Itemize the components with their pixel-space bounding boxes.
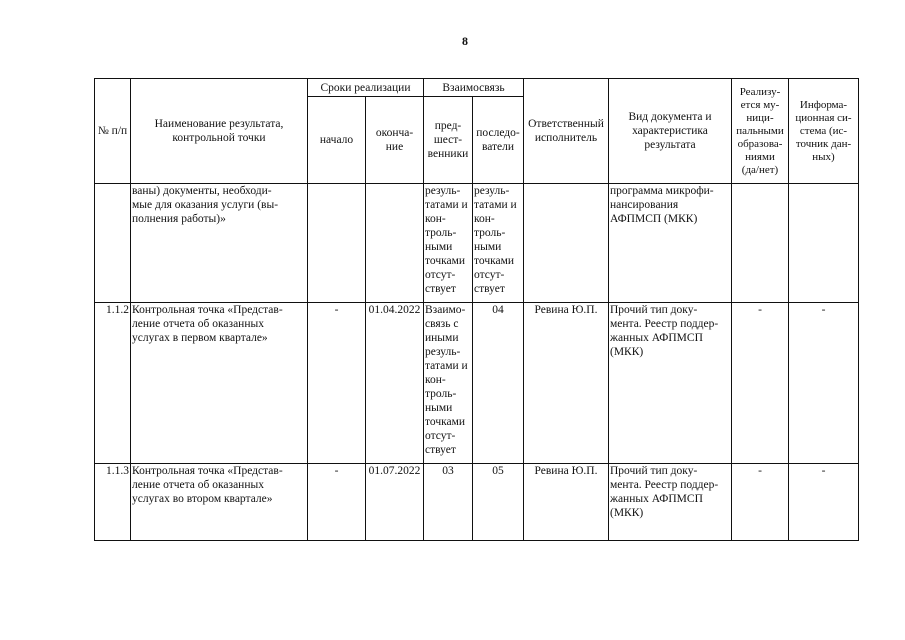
header-responsible: Ответственный исполнитель [524, 79, 609, 184]
row-realized: - [732, 464, 789, 541]
row-end: 01.07.2022 [366, 464, 424, 541]
row-name: Контрольная точка «Представ- ление отчета об оказанных услугах в первом квартале» [131, 303, 308, 464]
header-successors: последо- ватели [473, 97, 524, 184]
table-row [95, 464, 859, 541]
header-terms-group: Сроки реализации [308, 79, 424, 97]
row-info-system [789, 184, 859, 303]
table-row [95, 303, 859, 464]
row-name: Контрольная точка «Представ- ление отчета об оказанных услугах во втором квартале» [131, 464, 308, 541]
page-number: 8 [462, 34, 468, 48]
header-realized: Реализу- ется му- ници- пальными образова- ниями (да/нет) [732, 79, 789, 184]
row-realized [732, 184, 789, 303]
row-start: - [308, 303, 366, 464]
row-realized: - [732, 303, 789, 464]
row-num [95, 184, 131, 303]
row-responsible: Ревина Ю.П. [524, 464, 609, 541]
row-end: 01.04.2022 [366, 303, 424, 464]
header-predecessors: пред- шест- венники [424, 97, 473, 184]
row-end [366, 184, 424, 303]
header-end: оконча- ние [366, 97, 424, 184]
header-link-group: Взаимосвязь [424, 79, 524, 97]
row-info-system: - [789, 464, 859, 541]
row-name: ваны) документы, необходи- мые для оказания услуги (вы- полнения работы)» [131, 184, 308, 303]
row-start [308, 184, 366, 303]
row-info-system: - [789, 303, 859, 464]
header-start: начало [308, 97, 366, 184]
row-start: - [308, 464, 366, 541]
header-doc-type: Вид документа и характеристика результата [609, 79, 732, 184]
row-num: 1.1.3 [95, 464, 131, 541]
plan-table [94, 78, 859, 541]
row-doc-type: Прочий тип доку- мента. Реестр поддер- жанных АФПМСП (МКК) [609, 303, 732, 464]
row-responsible: Ревина Ю.П. [524, 303, 609, 464]
header-num: № п/п [95, 79, 131, 184]
row-predecessors: Взаимо- связь с иными резуль- татами и кон- троль- ными точками отсут- ствует [424, 303, 473, 464]
row-predecessors: 03 [424, 464, 473, 541]
header-info-system: Информа- ционная си- стема (ис- точник дан- ных) [789, 79, 859, 184]
row-successors: резуль- татами и кон- троль- ными точками отсут- ствует [473, 184, 524, 303]
row-successors: 05 [473, 464, 524, 541]
table-row [95, 184, 859, 303]
row-responsible [524, 184, 609, 303]
header-name: Наименование результата, контрольной точки [131, 79, 308, 184]
row-num: 1.1.2 [95, 303, 131, 464]
row-predecessors: резуль- татами и кон- троль- ными точками отсут- ствует [424, 184, 473, 303]
row-successors: 04 [473, 303, 524, 464]
row-doc-type: Прочий тип доку- мента. Реестр поддер- жанных АФПМСП (МКК) [609, 464, 732, 541]
row-doc-type: программа микрофи- нансирования АФПМСП (МКК) [609, 184, 732, 303]
